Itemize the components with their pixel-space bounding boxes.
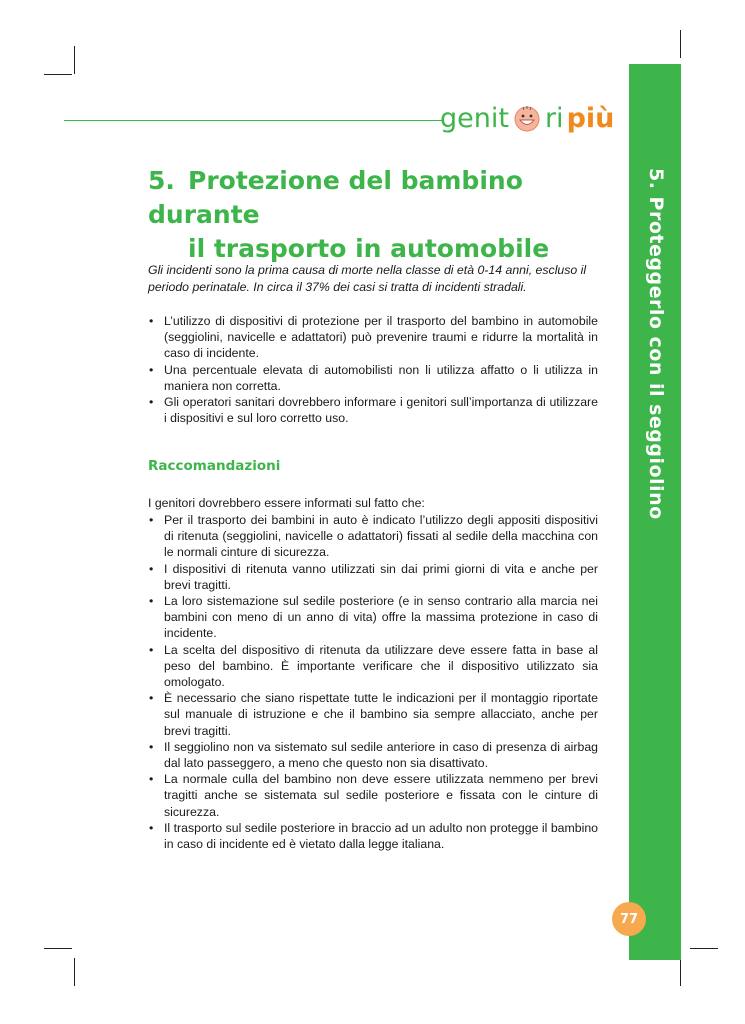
title-line-2: il trasporto in automobile [188, 234, 550, 263]
logo-text-piu: più [566, 102, 615, 134]
recommendations-heading: Raccomandazioni [148, 458, 281, 474]
crop-mark [690, 948, 718, 949]
page-title [148, 164, 618, 266]
logo-text-genit: genit [440, 102, 509, 134]
list-item: • È necessario che siano rispettate tutte le indicazioni per il montaggio riportate sul manuale di istruzione e che il bambino sia sempre allacciato, anche per brevi tragitti. [148, 690, 598, 739]
logo [440, 98, 614, 138]
list-item: • L’utilizzo di dispositivi di protezione per il trasporto del bambino in automobile (seggiolini, navicelle e adattatori) può prevenire traumi e ridurre la mortalità in caso di incidente. [148, 313, 598, 362]
chapter-side-title: 5. Proteggerlo con il seggiolino [645, 168, 667, 520]
intro-paragraph: Gli incidenti sono la prima causa di morte nella classe di età 0-14 anni, escluso il periodo perinatale. In circa il 37% dei casi si tratta di incidenti stradali. [148, 263, 587, 294]
recommendations-list [148, 512, 598, 852]
page-number-badge: 77 [612, 902, 646, 936]
section-number: 5. [148, 166, 175, 195]
crop-mark [74, 958, 75, 986]
crop-mark [74, 46, 75, 74]
list-item: • Il trasporto sul sedile posteriore in braccio ad un adulto non protegge il bambino in caso di incidente ed è vietato dalla legge italiana. [148, 820, 598, 852]
title-line-1: Protezione del bambino durante [148, 166, 523, 229]
smiley-face-icon [513, 104, 541, 132]
header-rule [64, 120, 442, 121]
list-item: • La scelta del dispositivo di ritenuta da utilizzare deve essere fatta in base al peso del bambino. È importante verificare che il dispositivo utilizzato sia omologato. [148, 642, 598, 691]
key-points-list [148, 313, 598, 426]
list-item: • La normale culla del bambino non deve essere utilizzata nemmeno per brevi tragitti anche se sistemata sul sedile posteriore e fissata con le cinture di sicurezza. [148, 771, 598, 820]
recommendations-intro: I genitori dovrebbero essere informati sul fatto che: [148, 496, 425, 510]
crop-mark [44, 74, 72, 75]
list-item: • Il seggiolino non va sistemato sul sedile anteriore in caso di presenza di airbag dal lato passeggero, a meno che questo non sia disattivato. [148, 739, 598, 771]
crop-mark [680, 30, 681, 58]
list-item: • Una percentuale elevata di automobilisti non li utilizza affatto o li utilizza in maniera non corretta. [148, 362, 598, 394]
list-item: • I dispositivi di ritenuta vanno utilizzati sin dai primi giorni di vita e anche per brevi tragitti. [148, 561, 598, 593]
crop-mark [44, 948, 72, 949]
list-item: • La loro sistemazione sul sedile posteriore (e in senso contrario alla marcia nei bambini con meno di un anno di vita) offre la massima protezione in caso di incidente. [148, 593, 598, 642]
crop-mark [680, 958, 681, 986]
list-item: • Gli operatori sanitari dovrebbero informare i genitori sull’importanza di utilizzare i dispositivi e sul loro corretto uso. [148, 394, 598, 426]
logo-text-ri: ri [544, 102, 564, 134]
list-item: • Per il trasporto dei bambini in auto è indicato l’utilizzo degli appositi dispositivi di ritenuta (seggiolini, navicelle o adattatori) fissati al sedile della macchina con le normali cinture di sicurezza. [148, 512, 598, 561]
